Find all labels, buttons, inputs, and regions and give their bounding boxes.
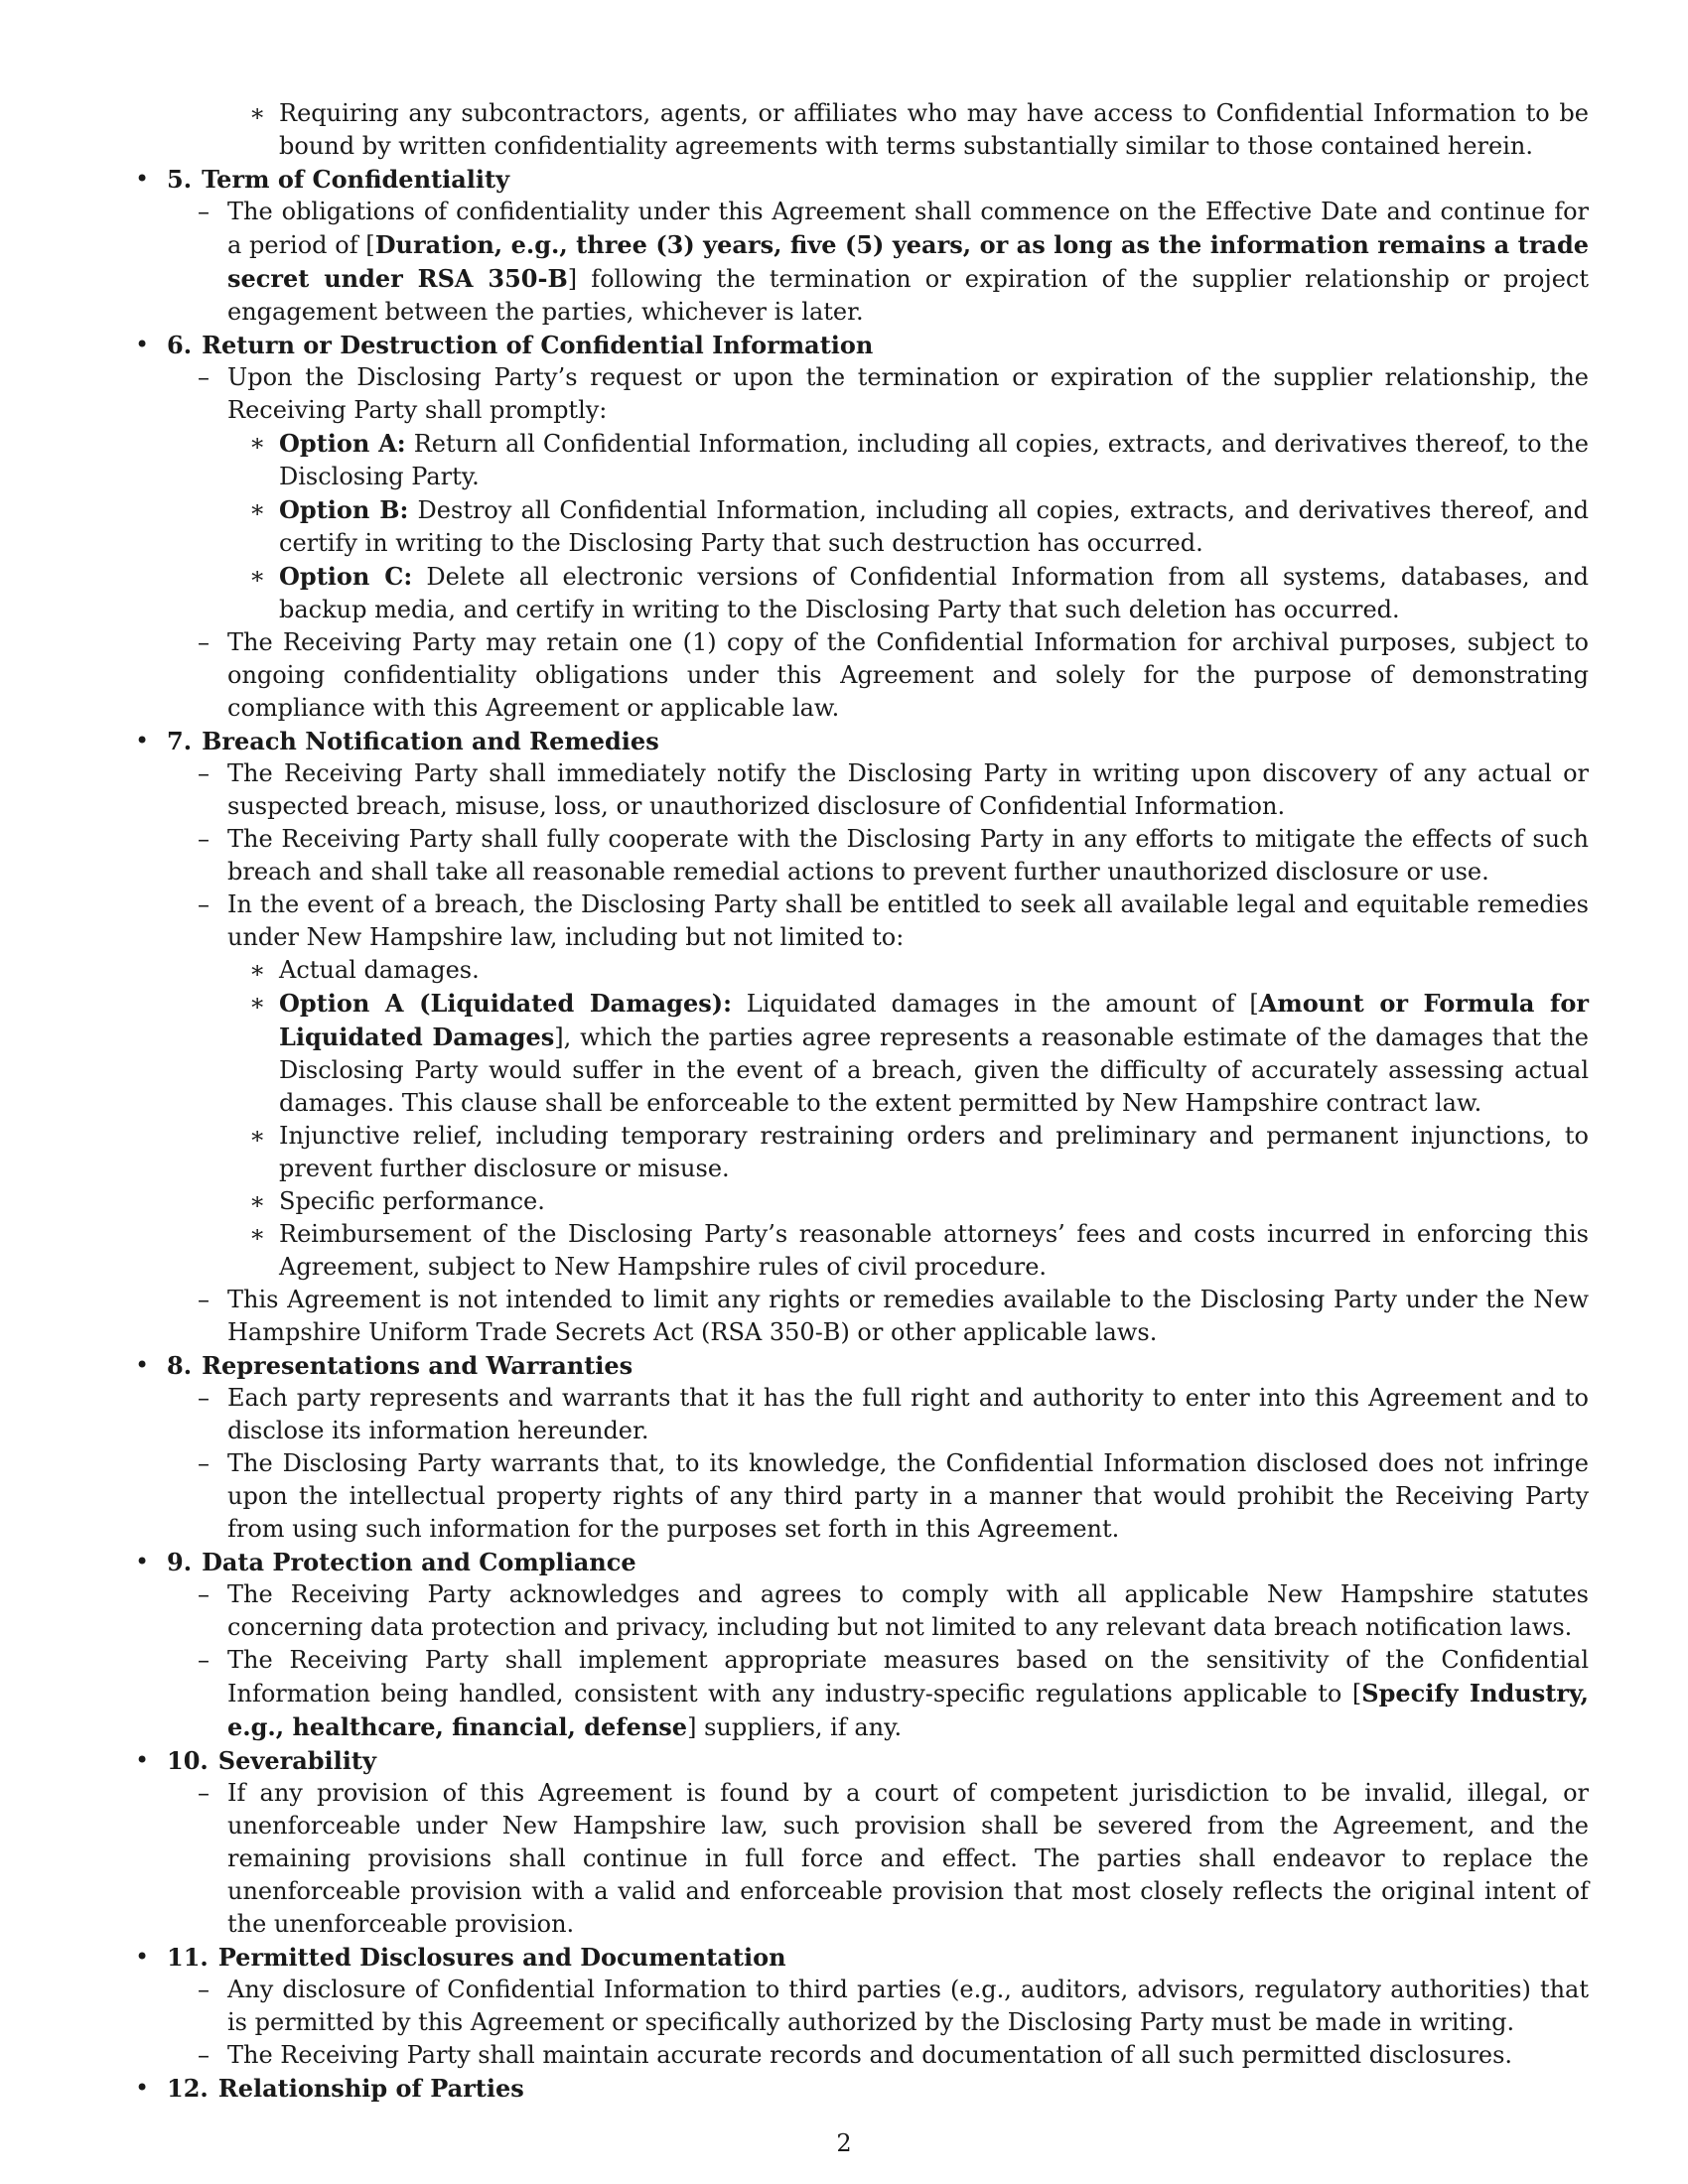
list-item — [227, 1284, 1589, 1349]
item-text: The Receiving Party shall maintain accurate records and documentation of all such permitted disclosures. — [227, 2041, 1513, 2069]
item-text: The Receiving Party shall implement appropriate measures based on the sensitivity of the Confidential Information being handled, consistent with any industry-specific regulations applicable to [ — [227, 1646, 1589, 1707]
section-heading — [0, 329, 1589, 361]
option-label: Option A: — [279, 429, 406, 458]
item-text: In the event of a breach, the Disclosing Party shall be entitled to seek all available legal and equitable remedies under New Hampshire law, including but not limited to: — [227, 890, 1589, 951]
list-item — [227, 361, 1589, 427]
section-title: Representations and Warranties — [202, 1351, 633, 1380]
list-item — [227, 1578, 1589, 1644]
list-item — [227, 1382, 1589, 1447]
section-title: Return or Destruction of Confidential Information — [202, 331, 874, 359]
placeholder-text: Specify Industry, e.g., healthcare, financial, defense — [227, 1679, 1590, 1741]
option-label: Option B: — [279, 495, 409, 524]
list-item — [227, 1777, 1589, 1941]
item-text: The Receiving Party acknowledges and agrees to comply with all applicable New Hampshire statutes concerning data protection and privacy, including but not limited to any relevant data breach notification laws. — [227, 1580, 1589, 1641]
remedy-item — [279, 987, 1589, 1120]
list-item — [227, 1447, 1589, 1546]
list-item — [227, 823, 1589, 888]
item-text: ] suppliers, if any. — [687, 1713, 903, 1741]
option-label: Option A (Liquidated Damages): — [279, 989, 732, 1018]
list-item — [227, 626, 1589, 725]
section-number: 10. — [167, 1746, 209, 1775]
item-text: Reimbursement of the Disclosing Party’s reasonable attorneys’ fees and costs incurred in enforcing this Agreement, subject to New Hampshire rules of civil procedure. — [279, 1220, 1589, 1281]
item-text: Any disclosure of Confidential Information to third parties (e.g., auditors, advisors, regulatory authorities) that is permitted by this Agreement or specifically authorized by the Disclosing Party must be made in writing. — [227, 1976, 1589, 2036]
item-text: Each party represents and warrants that it has the full right and authority to enter into this Agreement and to disclose its information hereunder. — [227, 1384, 1589, 1444]
section-heading — [0, 1349, 1589, 1382]
remedy-item — [279, 954, 1589, 987]
item-text: Injunctive relief, including temporary restraining orders and preliminary and permanent injunctions, to prevent further disclosure or misuse. — [279, 1122, 1589, 1182]
section-number: 12. — [167, 2074, 209, 2103]
item-text: ], which the parties agree represents a reasonable estimate of the damages that the Disclosing Party would suffer in the event of a breach, given the difficulty of accurately assessing actual damages. This clause shall be enforceable to the extent permitted by New Hampshire contract law. — [279, 1024, 1589, 1117]
list-item — [227, 757, 1589, 823]
item-text: Destroy all Confidential Information, including all copies, extracts, and derivatives thereof, and certify in writing to the Disclosing Party that such destruction has occurred. — [279, 496, 1589, 557]
page-number: 2 — [836, 2129, 852, 2157]
section-title: Breach Notification and Remedies — [202, 727, 659, 755]
item-text: Liquidated damages in the amount of [ — [731, 990, 1259, 1018]
placeholder-text: Amount or Formula for Liquidated Damages — [279, 989, 1589, 1051]
section-number: 8. — [167, 1351, 193, 1380]
item-text: The Receiving Party shall fully cooperate with the Disclosing Party in any efforts to mitigate the effects of such breach and shall take all reasonable remedial actions to prevent further unauthorized disclosure or use. — [227, 825, 1589, 886]
section-heading — [0, 2072, 1589, 2105]
section-number: 7. — [167, 727, 193, 755]
list-item — [227, 2039, 1589, 2072]
remedy-item — [279, 1218, 1589, 1284]
item-text: The Receiving Party may retain one (1) copy of the Confidential Information for archival purposes, subject to ongoing confidentiality obligations under this Agreement and solely for the purpose of demonstrating compliance with this Agreement or applicable law. — [227, 628, 1589, 722]
remedy-item — [279, 1120, 1589, 1185]
item-text: Specific performance. — [279, 1187, 545, 1215]
section-heading — [0, 1941, 1589, 1974]
item-text: The Receiving Party shall immediately notify the Disclosing Party in writing upon discovery of any actual or suspected breach, misuse, loss, or unauthorized disclosure of Confidential Information. — [227, 759, 1589, 820]
remedy-item — [279, 1185, 1589, 1218]
list-item — [227, 1644, 1589, 1744]
list-item — [279, 97, 1589, 163]
section-number: 11. — [167, 1943, 209, 1972]
option-label: Option C: — [279, 562, 413, 591]
section-title: Relationship of Parties — [217, 2074, 524, 2103]
list-item — [227, 1974, 1589, 2039]
item-text: Requiring any subcontractors, agents, or affiliates who may have access to Confidential Information to be bound by written confidentiality agreements with terms substantially similar to those contained herein. — [279, 99, 1589, 160]
option-item — [279, 427, 1589, 493]
section-heading — [0, 1744, 1589, 1777]
option-item — [279, 560, 1589, 626]
section-title: Severability — [217, 1746, 376, 1775]
item-text: Return all Confidential Information, including all copies, extracts, and derivatives thereof, to the Disclosing Party. — [279, 430, 1589, 490]
list-item — [227, 888, 1589, 954]
item-text: This Agreement is not intended to limit any rights or remedies available to the Disclosing Party under the New Hampshire Uniform Trade Secrets Act (RSA 350-B) or other applicable laws. — [227, 1286, 1589, 1346]
document-body — [0, 97, 1688, 2105]
section-heading — [0, 163, 1589, 196]
section-number: 6. — [167, 331, 193, 359]
placeholder-text: Duration, e.g., three (3) years, five (5) years, or as long as the information remains a trade secret under RSA 350-B — [227, 230, 1589, 293]
section-title: Data Protection and Compliance — [202, 1548, 636, 1576]
section-number: 9. — [167, 1548, 193, 1576]
section-title: Permitted Disclosures and Documentation — [217, 1943, 786, 1972]
item-text: ] following the termination or expiration of the supplier relationship or project engagement between the parties, whichever is later. — [227, 265, 1590, 326]
section-heading — [0, 725, 1589, 757]
section-number: 5. — [167, 165, 193, 194]
item-text: The obligations of confidentiality under this Agreement shall commence on the Effective Date and continue for a period of [ — [227, 198, 1589, 259]
list-item — [227, 196, 1589, 329]
section-heading — [0, 1546, 1589, 1578]
item-text: Upon the Disclosing Party’s request or upon the termination or expiration of the supplier relationship, the Receiving Party shall promptly: — [227, 363, 1589, 424]
section-title: Term of Confidentiality — [202, 165, 510, 194]
item-text: The Disclosing Party warrants that, to its knowledge, the Confidential Information disclosed does not infringe upon the intellectual property rights of any third party in a manner that would prohibit the Receiving Party from using such information for the purposes set forth in this Agreement. — [227, 1449, 1589, 1543]
item-text: Actual damages. — [279, 956, 480, 984]
option-item — [279, 493, 1589, 560]
item-text: If any provision of this Agreement is found by a court of competent jurisdiction to be invalid, illegal, or unenforceable under New Hampshire law, such provision shall be severed from the Agreement, and the remaining provisions shall continue in full force and effect. The parties shall endeavor to replace the unenforceable provision with a valid and enforceable provision that most closely reflects the original intent of the unenforceable provision. — [227, 1779, 1589, 1938]
item-text: Delete all electronic versions of Confidential Information from all systems, databases, and backup media, and certify in writing to the Disclosing Party that such deletion has occurred. — [279, 563, 1589, 623]
